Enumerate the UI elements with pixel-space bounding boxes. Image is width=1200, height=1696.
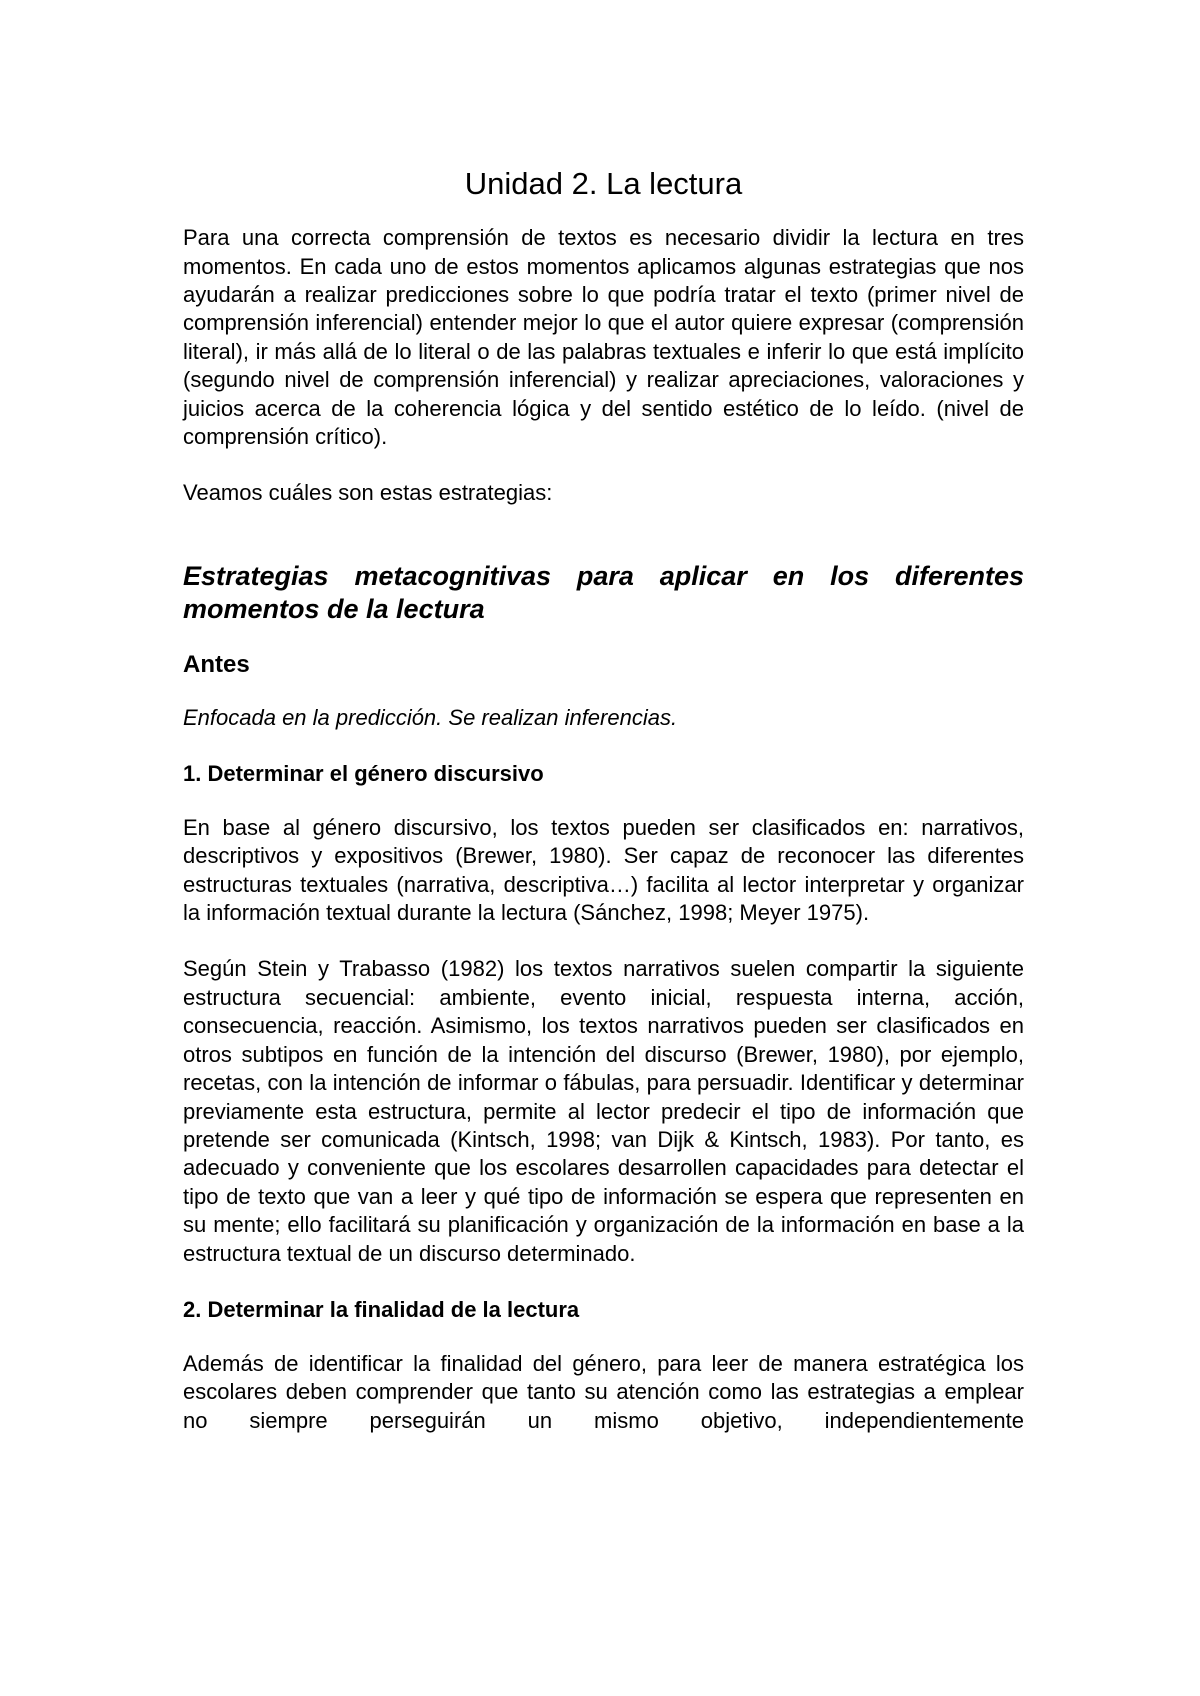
- subheading-before: Antes: [183, 650, 250, 678]
- intro-paragraph: Para una correcta comprensión de textos es necesario dividir la lectura en tres momentos. En cada uno de estos momentos aplicamos algunas estrategias que nos ayudarán a realizar predicciones sobre lo que podría tratar el texto (primer nivel de comprensión inferencial) entender mejor lo que el autor quiere expresar (comprensión literal), ir más allá de lo literal o de las palabras textuales e inferir lo que está implícito (segundo nivel de comprensión inferencial) y realizar apreciaciones, valoraciones y juicios acerca de la coherencia lógica y del sentido estético de lo leído. (nivel de comprensión crítico).: [183, 225, 1024, 450]
- strategies-lead: Veamos cuáles son estas estrategias:: [183, 480, 553, 506]
- item2-paragraph-1: Además de identificar la finalidad del género, para leer de manera estratégica los escolares deben comprender que tanto su atención como las estrategias a emplear no siempre perseguirán un mismo objetivo, independientemente: [183, 1350, 1024, 1433]
- section-heading: Estrategias metacognitivas para aplicar en los diferentes momentos de la lectura: [183, 560, 1024, 624]
- item2-heading: 2. Determinar la finalidad de la lectura: [183, 1296, 580, 1322]
- before-note: Enfocada en la predicción. Se realizan inferencias.: [183, 704, 678, 730]
- item1-paragraph-2: Según Stein y Trabasso (1982) los textos narrativos suelen compartir la siguiente estructura secuencial: ambiente, evento inicial, respuesta interna, acción, consecuencia, reacción. Asimismo, los textos narrativos pueden ser clasificados en otros subtipos en función de la intención del discurso (Brewer, 1980), por ejemplo, recetas, con la intención de informar o fábulas, para persuadir. Identificar y determinar previamente esta estructura, permite al lector predecir el tipo de información que pretende ser comunicada (Kintsch, 1998; van Dijk & Kintsch, 1983). Por tanto, es adecuado y conveniente que los escolares desarrollen capacidades para detectar el tipo de texto que van a leer y qué tipo de información se espera que representen en su mente; ello facilitará su planificación y organización de la información en base a la estructura textual de un discurso determinado.: [183, 956, 1024, 1266]
- item1-heading: 1. Determinar el género discursivo: [183, 760, 544, 786]
- page-title: Unidad 2. La lectura: [464, 166, 743, 201]
- item1-paragraph-1: En base al género discursivo, los textos pueden ser clasificados en: narrativos, descriptivos y expositivos (Brewer, 1980). Ser capaz de reconocer las diferentes estructuras textuales (narrativa, descriptiva…) facilita al lector interpretar y organizar la información textual durante la lectura (Sánchez, 1998; Meyer 1975).: [183, 814, 1024, 926]
- document-page: [183, 165, 1024, 1435]
